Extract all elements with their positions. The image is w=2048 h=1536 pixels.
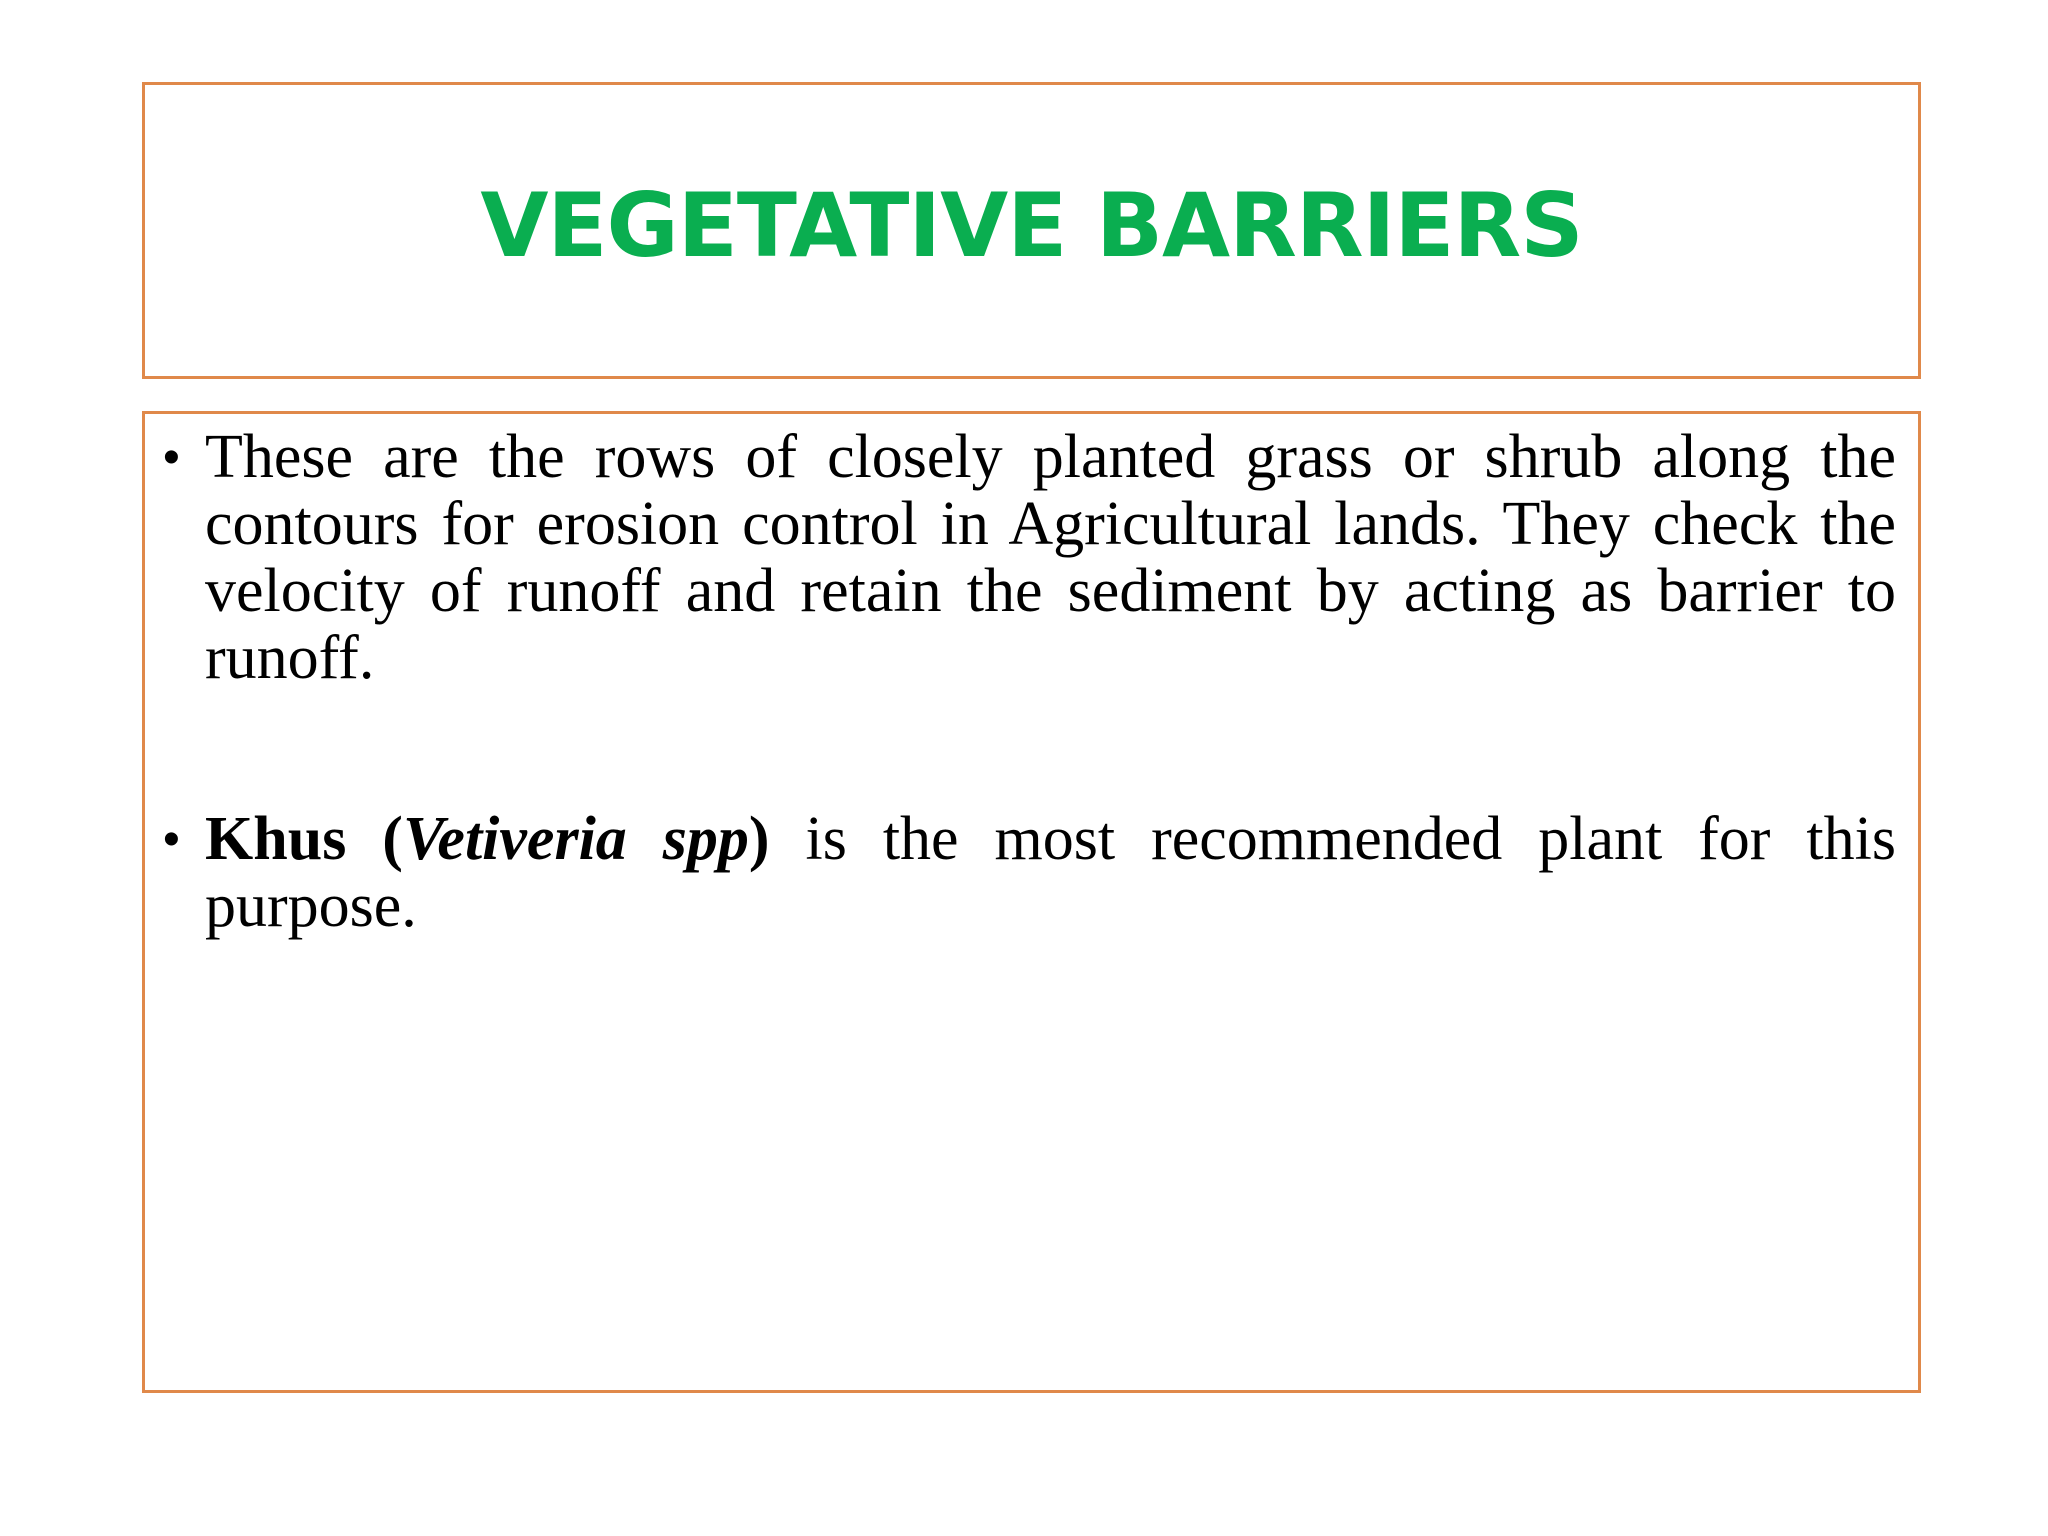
plant-scientific-name: Vetiveria spp bbox=[402, 805, 749, 873]
title-box bbox=[142, 82, 1921, 379]
slide-title: VEGETATIVE BARRIERS bbox=[480, 174, 1583, 277]
bullet-text: These are the rows of closely planted grass or shrub along the contours for erosion control in Agricultural lands. They check the velocity of runoff and retain the sediment by acting as barrier to runoff. bbox=[205, 423, 1896, 692]
bullet-item-khus bbox=[163, 806, 1896, 940]
plant-common-name: Khus bbox=[205, 805, 347, 873]
bullet-icon: • bbox=[163, 431, 180, 484]
content-box bbox=[142, 411, 1921, 1393]
bullet-list bbox=[163, 424, 1896, 940]
open-paren: ( bbox=[346, 805, 403, 873]
close-paren: ) bbox=[748, 805, 770, 873]
bullet-icon: • bbox=[163, 813, 180, 866]
bullet-item-definition bbox=[163, 424, 1896, 692]
bullet-text: is the most recommended plant for this purpose. bbox=[205, 805, 1896, 940]
